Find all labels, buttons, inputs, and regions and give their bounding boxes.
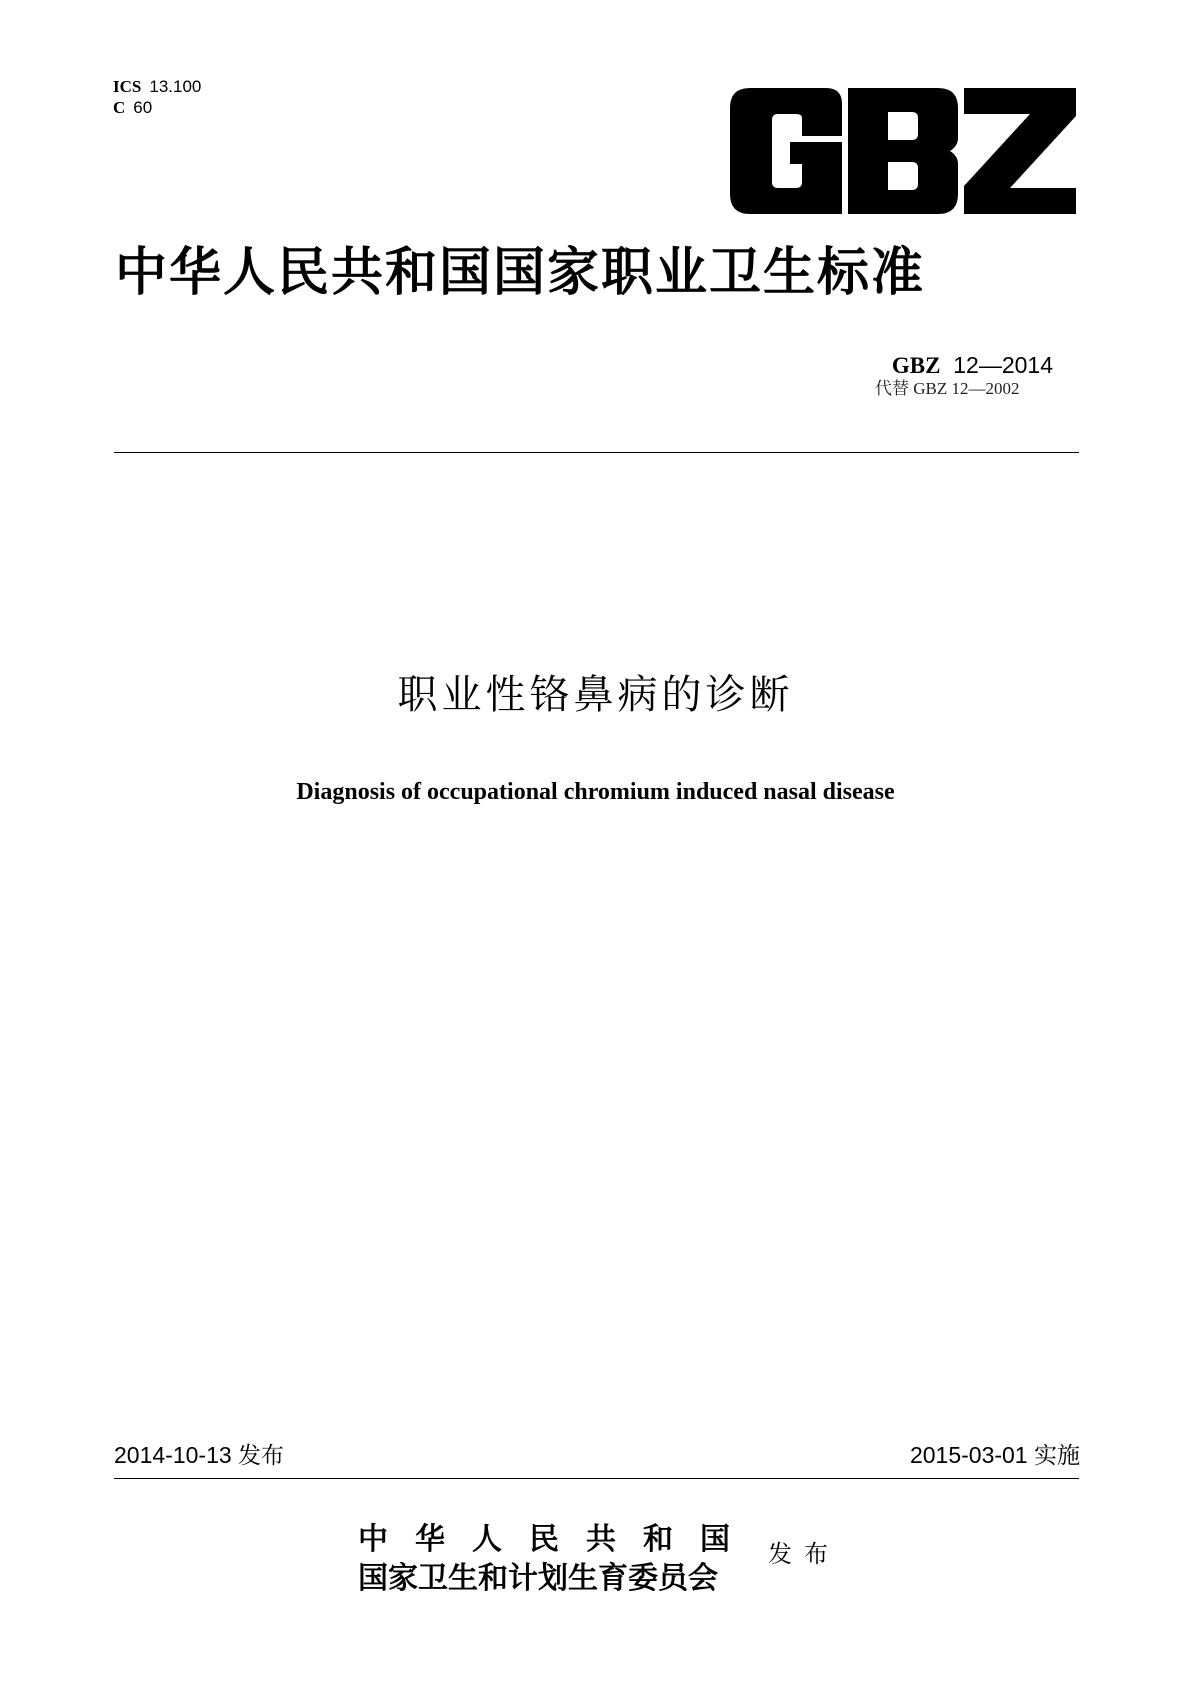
ics-code: 13.100 <box>149 77 202 96</box>
replaces-note: 代替 GBZ 12—2002 <box>875 379 1020 398</box>
effective-date: 2015-03-01 实施 <box>909 1442 1080 1468</box>
ccs-line <box>113 97 201 118</box>
ccs-label: C <box>113 98 126 117</box>
logo-letter-z <box>964 88 1076 214</box>
classification-block <box>113 76 201 118</box>
document-title-en: Diagnosis of occupational chromium induced nasal disease <box>296 779 895 805</box>
standard-number <box>892 352 1053 379</box>
standard-prefix: GBZ <box>891 353 941 378</box>
issue-date: 2014-10-13 发布 <box>114 1442 285 1468</box>
bottom-divider <box>114 1478 1079 1479</box>
standard-category-title: 中华人民共和国国家职业卫生标准 <box>115 242 926 303</box>
standard-number-value: 12—2014 <box>953 352 1053 378</box>
ccs-code: 60 <box>133 98 153 117</box>
publish-verb: 发布 <box>768 1540 840 1568</box>
top-divider <box>114 452 1079 453</box>
document-title-cn: 职业性铬鼻病的诊断 <box>397 672 794 718</box>
gbz-logo <box>730 88 1076 214</box>
ics-label: ICS <box>113 77 142 96</box>
logo-letter-b <box>848 88 958 214</box>
publisher-line-1: 中华人民共和国 <box>358 1522 757 1557</box>
logo-letter-g <box>730 88 842 214</box>
publisher-line-2: 国家卫生和计划生育委员会 <box>358 1561 718 1596</box>
ics-line <box>113 76 201 97</box>
